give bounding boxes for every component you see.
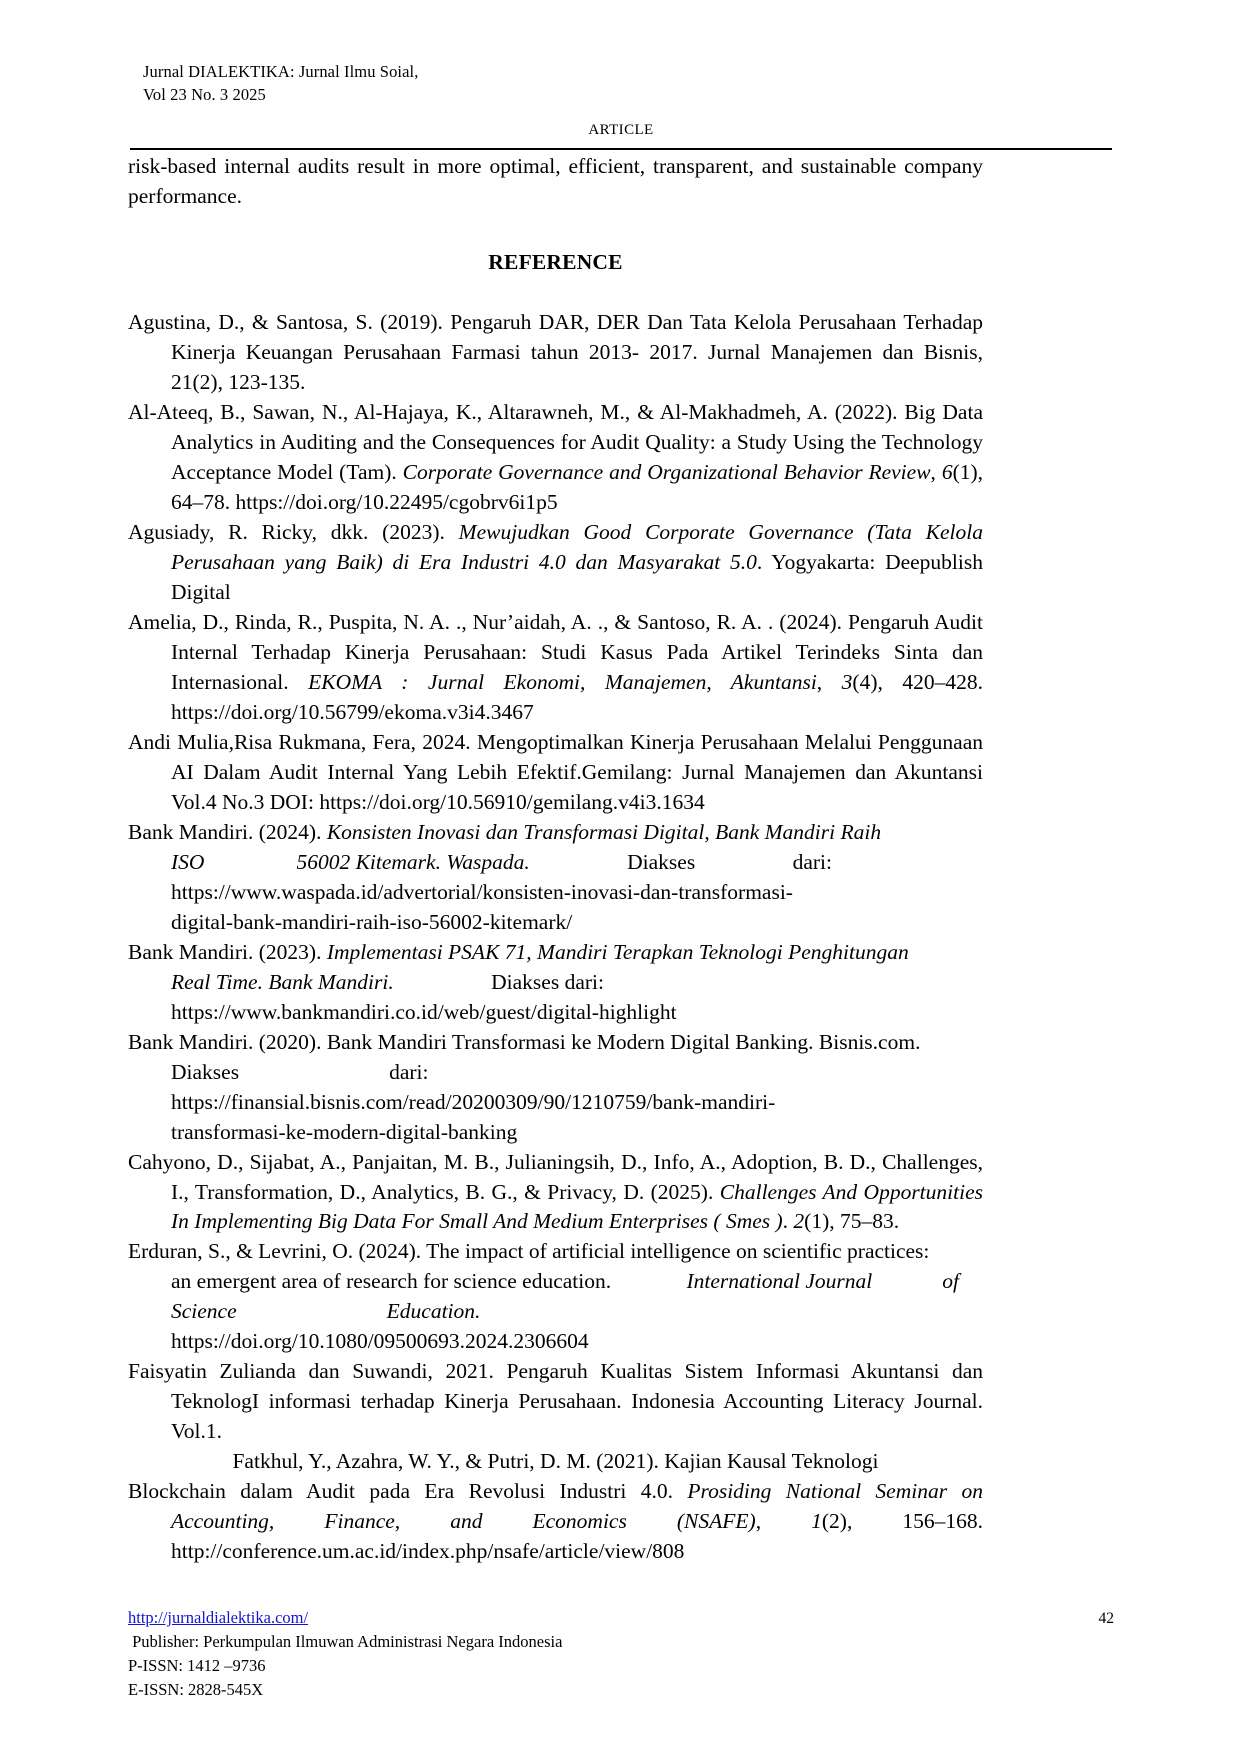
ref-text-run: Cahyono, D., Sijabat, A., Panjaitan, M. B., Julianingsih, D., Info, A., Adoption, B. D., Challenges, I., Transformation, D., Analytics, B. G., & Privacy, D. (2025). xyxy=(128,1149,983,1204)
page-number: 42 xyxy=(1098,1610,1114,1627)
running-head xyxy=(143,60,843,107)
ref-text-run: Bank Mandiri. (2020). Bank Mandiri Transformasi ke Modern Digital Banking. Bisnis.com. xyxy=(128,1029,921,1054)
reference-entry xyxy=(128,818,983,938)
reference-entry xyxy=(128,1447,983,1567)
reference-entry xyxy=(128,1237,983,1357)
ref-text-run: Konsisten Inovasi dan Transformasi Digital, Bank Mandiri Raih xyxy=(326,819,882,844)
reference-line xyxy=(128,1088,983,1118)
reference-paragraph xyxy=(128,1477,983,1567)
ref-text-run: 2 xyxy=(793,1209,805,1234)
reference-paragraph xyxy=(128,728,983,818)
reference-paragraph xyxy=(128,1357,983,1447)
ref-text-run: transformasi-ke-modern-digital-banking xyxy=(171,1119,518,1144)
ref-text-run: (4), 420–428. https://doi.org/10.56799/ekoma.v3i4.3467 xyxy=(171,669,983,724)
reference-line xyxy=(128,1118,983,1148)
body-column xyxy=(128,152,983,1567)
spacer xyxy=(128,278,983,308)
ref-text-run: EKOMA : Jurnal Ekonomi, Manajemen, Akuntansi xyxy=(308,669,817,694)
reference-line xyxy=(128,968,983,998)
publisher-line: Publisher: Perkumpulan Ilmuwan Administrasi Negara Indonesia xyxy=(128,1631,563,1651)
running-head-line-1: Jurnal DIALEKTIKA: Jurnal Ilmu Soial, xyxy=(143,62,419,81)
reference-line xyxy=(128,1058,983,1088)
reference-paragraph xyxy=(128,608,983,728)
reference-paragraph xyxy=(128,398,983,518)
ref-text-run: (1), 75–83. xyxy=(804,1209,900,1234)
reference-entry xyxy=(128,518,983,608)
journal-url-link[interactable]: http://jurnaldialektika.com/ xyxy=(128,1608,309,1627)
ref-text-run: Faisyatin Zulianda dan Suwandi, 2021. Pengaruh Kualitas Sistem Informasi Akuntansi dan TeknologI informasi terhadap Kinerja Perusahaan. Indonesia Accounting Literacy Journal. Vol.1. xyxy=(128,1359,983,1444)
reference-line xyxy=(128,1327,983,1357)
ref-text-run: Erduran, S., & Levrini, O. (2024). The impact of artificial intelligence on scientific practices: xyxy=(128,1239,930,1264)
reference-line xyxy=(128,818,983,848)
ref-text-run: 3 xyxy=(841,669,853,694)
spacer xyxy=(128,212,983,248)
ref-text-run: Al-Ateeq, B., Sawan, N., Al-Hajaya, K., Altarawneh, M., & Al-Makhadmeh, A. (2022). Big Data Analytics in Auditing and the Consequences for Audit Quality: a Study Using the Technology Acceptance Model (Tam). xyxy=(128,399,983,484)
ref-text-run: Diakses xyxy=(621,849,696,874)
ref-text-run: https://www.bankmandiri.co.id/web/guest/digital-highlight xyxy=(171,999,677,1024)
ref-text-run: Challenges And Opportunities In Implementing Big Data For Small And Medium Enterprises ( Smes ) xyxy=(171,1179,983,1234)
reference-line xyxy=(128,848,983,878)
ref-text-run: ISO xyxy=(171,849,205,874)
reference-line xyxy=(128,1297,983,1327)
ref-text-run: 56002 Kitemark. Waspada. xyxy=(296,849,530,874)
reference-line xyxy=(128,878,983,908)
ref-text-run: International Journal xyxy=(686,1269,873,1294)
reference-entry xyxy=(128,938,983,1028)
ref-text-run: Bank Mandiri. (2023). xyxy=(128,939,327,964)
ref-text-run: dari: xyxy=(787,849,832,874)
ref-text-run: Diakses xyxy=(171,1059,240,1084)
ref-text-run: https://doi.org/10.1080/09500693.2024.2306604 xyxy=(171,1329,589,1354)
reference-line xyxy=(128,1237,983,1267)
ref-text-run: Education. xyxy=(386,1299,481,1324)
ref-text-run: Agustina, D., & Santosa, S. (2019). Pengaruh DAR, DER Dan Tata Kelola Perusahaan Terhadap Kinerja Keuangan Perusahaan Farmasi tahun 2013- 2017. Jurnal Manajemen dan Bisnis, 21(2), 123-135. xyxy=(128,309,983,394)
reference-entry xyxy=(128,398,983,518)
ref-text-run: Agusiady, R. Ricky, dkk. (2023). xyxy=(128,519,459,544)
reference-entry xyxy=(128,308,983,398)
e-issn-line: E-ISSN: 2828-545X xyxy=(128,1679,264,1699)
ref-text-run: Corporate Governance and Organizational Behavior Review xyxy=(402,459,931,484)
ref-text-run: , xyxy=(816,669,842,694)
reference-paragraph xyxy=(128,518,983,608)
ref-text-run: https://finansial.bisnis.com/read/20200309/90/1210759/bank-mandiri- xyxy=(171,1089,776,1114)
reference-entry xyxy=(128,1028,983,1148)
ref-text-run: Andi Mulia,Risa Rukmana, Fera, 2024. Mengoptimalkan Kinerja Perusahaan Melalui Penggunaan AI Dalam Audit Internal Yang Lebih Efektif.Gemilang: Jurnal Manajemen dan Akuntansi Vol.4 No.3 DOI: https://doi.org/10.56910/gemilang.v4i3.1634 xyxy=(128,729,983,814)
ref-text-run: Mewujudkan Good Corporate Governance (Tata Kelola Perusahaan yang Baik) di Era Industri 4.0 dan Masyarakat 5.0 xyxy=(171,519,984,574)
ref-text-run: 1 xyxy=(811,1509,822,1534)
footer-link-line xyxy=(128,1606,1114,1630)
ref-text-run: (2), 156–168. http://conference.um.ac.id/index.php/nsafe/article/view/808 xyxy=(171,1509,983,1564)
ref-text-run: , xyxy=(930,459,942,484)
running-head-line-2: Vol 23 No. 3 2025 xyxy=(143,85,266,105)
ref-text-run: digital-bank-mandiri-raih-iso-56002-kitemark/ xyxy=(171,909,573,934)
ref-text-run: . Yogyakarta: Deepublish Digital xyxy=(171,549,983,604)
ref-text-run: Diakses dari: xyxy=(485,969,604,994)
page-footer xyxy=(128,1606,1114,1702)
header-rule xyxy=(130,148,1112,150)
ref-text-run: Bank Mandiri. (2024). xyxy=(128,819,327,844)
reference-line xyxy=(128,938,983,968)
article-label: ARTICLE xyxy=(588,122,654,138)
ref-text-run: Science xyxy=(171,1299,237,1324)
reference-entry xyxy=(128,608,983,728)
reference-paragraph xyxy=(128,1148,983,1238)
ref-text-run: Prosiding National Seminar on Accounting, Finance, and Economics (NSAFE) xyxy=(171,1479,983,1534)
ref-text-run: Blockchain dalam Audit pada Era Revolusi Industri 4.0. xyxy=(128,1479,688,1504)
continued-paragraph: risk-based internal audits result in more optimal, efficient, transparent, and sustainable company performance. xyxy=(128,154,983,208)
reference-line xyxy=(128,1028,983,1058)
reference-lead-line: Fatkhul, Y., Azahra, W. Y., & Putri, D. M. (2021). Kajian Kausal Teknologi xyxy=(232,1449,879,1474)
reference-paragraph xyxy=(128,308,983,398)
reference-line xyxy=(128,908,983,938)
ref-text-run: https://www.waspada.id/advertorial/konsisten-inovasi-dan-transformasi- xyxy=(171,879,793,904)
reference-heading: REFERENCE xyxy=(488,249,623,274)
reference-entry xyxy=(128,728,983,818)
reference-entry xyxy=(128,1148,983,1238)
ref-text-run: dari: xyxy=(389,1059,429,1084)
ref-text-run: (1), 64–78. https://doi.org/10.22495/cgobrv6i1p5 xyxy=(171,459,984,514)
reference-list xyxy=(128,308,983,1567)
ref-text-run: . xyxy=(782,1209,794,1234)
reference-entry xyxy=(128,1357,983,1447)
ref-text-run: 6 xyxy=(941,459,953,484)
p-issn-line: P-ISSN: 1412 –9736 xyxy=(128,1655,266,1675)
ref-text-run: , xyxy=(755,1509,812,1534)
ref-text-run: of xyxy=(942,1269,959,1294)
ref-text-run: Real Time. Bank Mandiri. xyxy=(171,969,394,994)
ref-text-run: Implementasi PSAK 71, Mandiri Terapkan Teknologi Penghitungan xyxy=(326,939,909,964)
reference-line xyxy=(128,1267,983,1297)
ref-text-run: an emergent area of research for science education. xyxy=(171,1269,617,1294)
reference-line xyxy=(128,998,983,1028)
ref-text-run: Amelia, D., Rinda, R., Puspita, N. A. ., Nur’aidah, A. ., & Santoso, R. A. . (2024). Pengaruh Audit Internal Terhadap Kinerja Perusahaan: Studi Kasus Pada Artikel Terindeks Sinta dan Internasional. xyxy=(128,609,983,694)
